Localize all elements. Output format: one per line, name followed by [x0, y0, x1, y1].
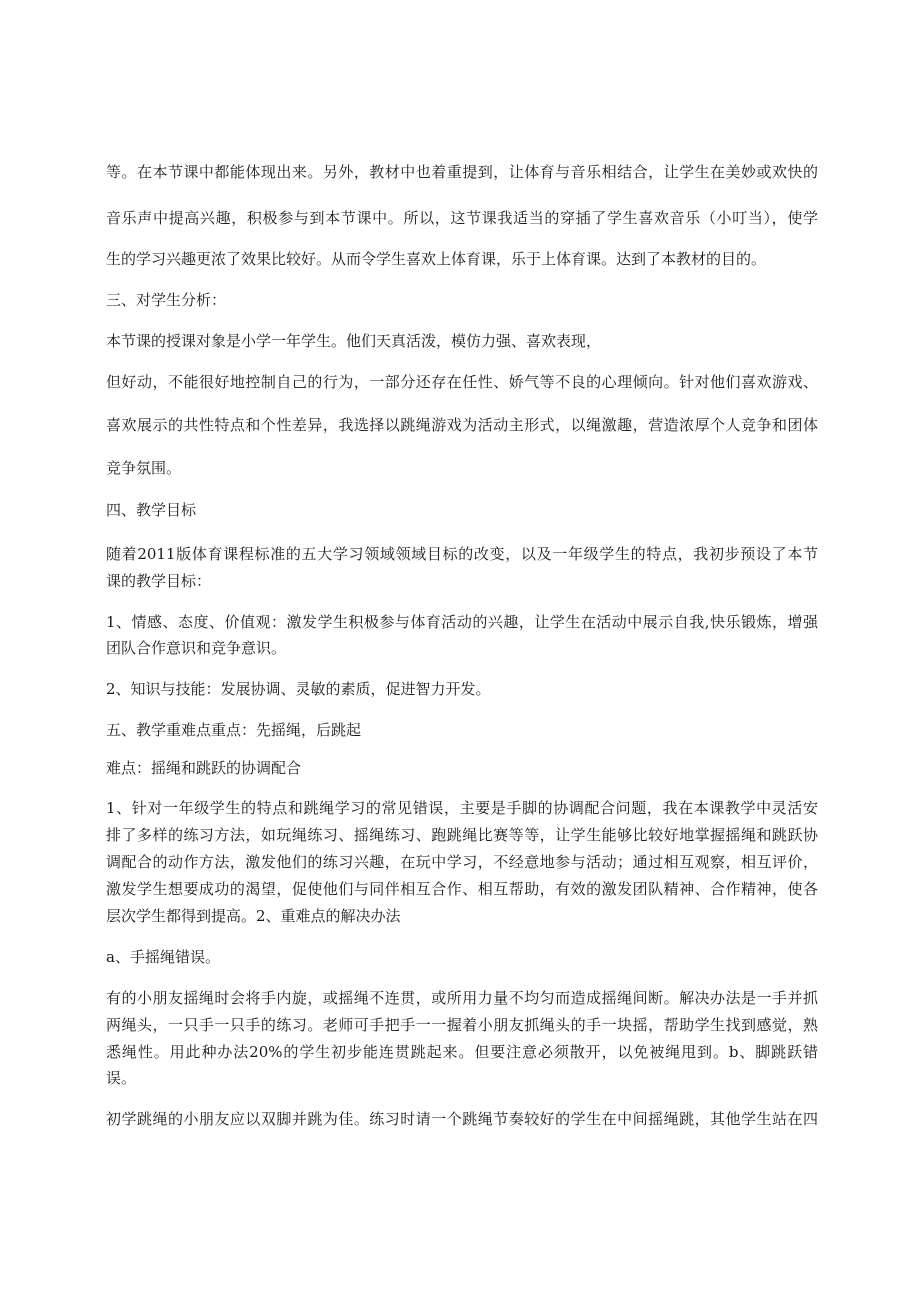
text-line: 音乐声中提高兴趣，积极参与到本节课中。所以，这节课我适当的穿插了学生喜欢音乐（小叮当），使学 [106, 209, 818, 227]
text-line: 调配合的动作方法，激发他们的练习兴趣，在玩中学习，不经意地参与活动；通过相互观察，相互评价， [106, 853, 818, 871]
text-line: 竞争氛围。 [106, 459, 182, 477]
text-line: 难点：摇绳和跳跃的协调配合 [106, 759, 302, 777]
section-heading: 四、教学目标 [106, 501, 197, 519]
text-line: 但好动，不能很好地控制自己的行为，一部分还存在任性、娇气等不良的心理倾向。针对他们喜欢游戏、 [106, 373, 818, 391]
text-line: 课的教学目标： [106, 572, 212, 590]
text-line: 激发学生想要成功的渴望，促使他们与同伴相互合作、相互帮助，有效的激发团队精神、合作精神，使各 [106, 880, 818, 898]
text-line: 随着2011版体育课程标准的五大学习领域领域目标的改变，以及一年级学生的特点，我初步预设了本节 [106, 545, 818, 563]
text-line: 1、情感、态度、价值观：激发学生积极参与体育活动的兴趣，让学生在活动中展示自我,快乐锻炼，增强 [106, 613, 818, 631]
section-heading: 五、教学重难点重点：先摇绳，后跳起 [106, 721, 362, 739]
text-line: 层次学生都得到提高。2、重难点的解决办法 [106, 907, 401, 925]
text-line: 误。 [106, 1069, 137, 1087]
text-line: 2、知识与技能：发展协调、灵敏的素质，促进智力开发。 [106, 680, 491, 698]
text-line: 有的小朋友摇绳时会将手内旋，或摇绳不连贯，或所用力量不均匀而造成摇绳间断。解决办法是一手并抓 [106, 989, 818, 1007]
text-line: 两绳头，一只手一只手的练习。老师可手把手一一握着小朋友抓绳头的手一块摇，帮助学生找到感觉，熟 [106, 1016, 818, 1034]
text-line: 喜欢展示的共性特点和个性差异，我选择以跳绳游戏为活动主形式，以绳激趣，营造浓厚个人竞争和团体 [106, 416, 818, 434]
section-heading: 三、对学生分析： [106, 291, 227, 309]
text-line: 团队合作意识和竞争意识。 [106, 639, 287, 657]
text-line: 等。在本节课中都能体现出来。另外，教材中也着重提到，让体育与音乐相结合，让学生在美妙或欢快的 [106, 163, 818, 181]
text-line: 生的学习兴趣更浓了效果比较好。从而令学生喜欢上体育课，乐于上体育课。达到了本教材的目的。 [106, 250, 767, 268]
text-line: 本节课的授课对象是小学一年学生。他们天真活泼，模仿力强、喜欢表现， [106, 332, 602, 350]
text-line: 悉绳性。用此种办法20%的学生初步能连贯跳起来。但要注意必须散开，以免被绳甩到。b、脚跳跃错 [106, 1043, 818, 1061]
text-line: 排了多样的练习方法，如玩绳练习、摇绳练习、跑跳绳比赛等等，让学生能够比较好地掌握摇绳和跳跃协 [106, 826, 818, 844]
text-line: 初学跳绳的小朋友应以双脚并跳为佳。练习时请一个跳绳节奏较好的学生在中间摇绳跳，其他学生站在四 [106, 1110, 818, 1128]
text-line: 1、针对一年级学生的特点和跳绳学习的常见错误，主要是手脚的协调配合问题，我在本课教学中灵活安 [106, 799, 818, 817]
text-line: a、手摇绳错误。 [106, 948, 220, 966]
